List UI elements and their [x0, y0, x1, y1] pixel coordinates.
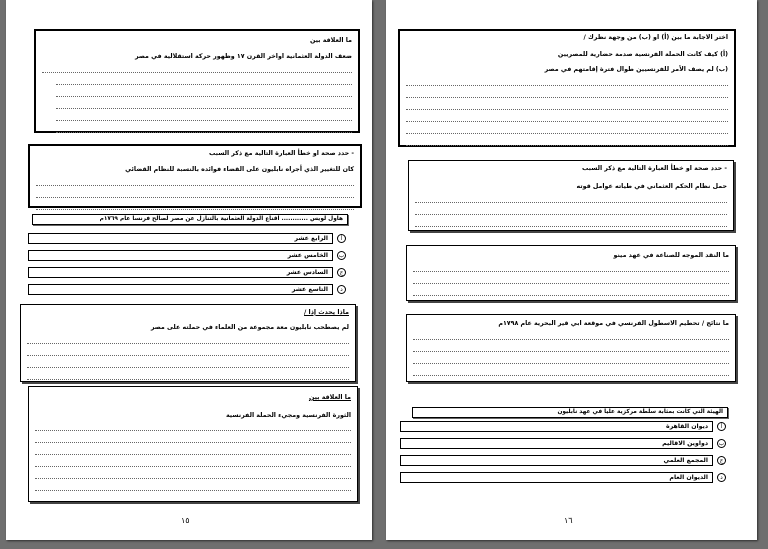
question-true-false-box [28, 144, 362, 208]
choice-a: (أ) كيف كانت الحملة الفرنسية صدمة حضارية للمصريين [557, 51, 728, 58]
question-title: - حدد صحة او خطأ العبارة التالية مع ذكر السبب [208, 150, 354, 157]
question-title: ما النقد الموجه للصناعة في عهد مينو [613, 252, 729, 259]
page-number: ١٥ [181, 516, 190, 525]
option-marker-d[interactable]: د [337, 285, 346, 294]
question-relation-box-2 [28, 386, 358, 502]
option-marker-b[interactable]: ب [338, 253, 345, 259]
question-text: لم يصطحب نابليون معة مجموعة من العلماء في حملته على مصر [150, 324, 349, 331]
mcq-stem: هاول لويس ............ اقناع الدولة العثمانية بالتنازل عن مصر لصالح فرنسا عام ١٧٦٩م [99, 216, 343, 222]
answer-lines [406, 74, 728, 146]
question-relation-box-1 [34, 29, 360, 133]
mcq-option-d[interactable]: الديوان العام [400, 472, 713, 483]
question-title: ماذا يحدث إذا / [304, 309, 349, 316]
answer-lines [42, 61, 352, 133]
page-15 [6, 0, 372, 540]
answer-lines [415, 191, 727, 227]
page-number: ١٦ [564, 516, 573, 525]
answer-lines [35, 419, 351, 491]
mcq-stem: الهيئة التي كانت بمثابة سلطة مركزية عليا في عهد نابليون [557, 409, 723, 415]
question-text: كان للتغيير الذي أجراه نابليون على القضاء فوائده بالنسبة للنظام القضائي [125, 166, 354, 173]
question-title: ما العلاقة بين [309, 37, 352, 44]
question-criticism-box [406, 245, 736, 301]
answer-lines [413, 260, 729, 296]
mcq-option-a[interactable]: ديوان القاهرة [400, 421, 713, 432]
mcq-stem-bar [412, 407, 728, 418]
option-marker-d[interactable]: د [717, 473, 726, 482]
mcq-option-b[interactable]: دواوين الاقاليم [400, 438, 713, 449]
question-true-false-box [408, 160, 734, 231]
question-text: الثورة الفرنسية ومجيء الحملة الفرنسية [225, 412, 351, 419]
question-title: ما نتائج / تحطيم الاسطول الفرنسي في موقعة ابي قير البحرية عام ١٧٩٨م [498, 320, 729, 327]
question-text: حمل نظام الحكم العثماني في طياته عوامل قوته [576, 183, 727, 190]
mcq-option-c[interactable]: المجمع العلمي [400, 455, 713, 466]
question-what-if-box [20, 304, 356, 382]
question-choose-box [398, 29, 736, 147]
answer-lines [36, 174, 354, 210]
question-title: - حدد صحة او خطأ العبارة التالية مع ذكر السبب [581, 165, 727, 172]
mcq-option-d[interactable]: التاسع عشر [28, 284, 333, 295]
question-results-box [406, 314, 736, 382]
option-marker-c[interactable]: ج [717, 456, 726, 465]
question-title: ما العلاقة بين [308, 394, 351, 401]
option-marker-c[interactable]: ج [337, 268, 346, 277]
mcq-option-a[interactable]: الرابع عشر [28, 233, 333, 244]
choice-b: (ب) لم يصف الأمر للفرنسيين طوال فترة إقامتهم في مصر [544, 66, 728, 73]
question-text: ضعف الدولة العثمانية اواخر القرن ١٧ وظهور حركة استقلالية في مصر [134, 53, 352, 60]
option-marker-a[interactable]: أ [717, 422, 726, 431]
answer-lines [27, 332, 349, 380]
page-16 [386, 0, 757, 540]
mcq-option-c[interactable]: السادس عشر [28, 267, 333, 278]
mcq-option-b[interactable]: الخامس عشر [28, 250, 333, 261]
mcq-stem-bar [32, 214, 348, 225]
question-title: اختر الاجابة ما بين (أ) او (ب) من وجهة نظرك / [583, 34, 728, 41]
option-marker-b[interactable]: ب [718, 441, 725, 447]
option-marker-a[interactable]: أ [337, 234, 346, 243]
answer-lines [413, 328, 729, 376]
